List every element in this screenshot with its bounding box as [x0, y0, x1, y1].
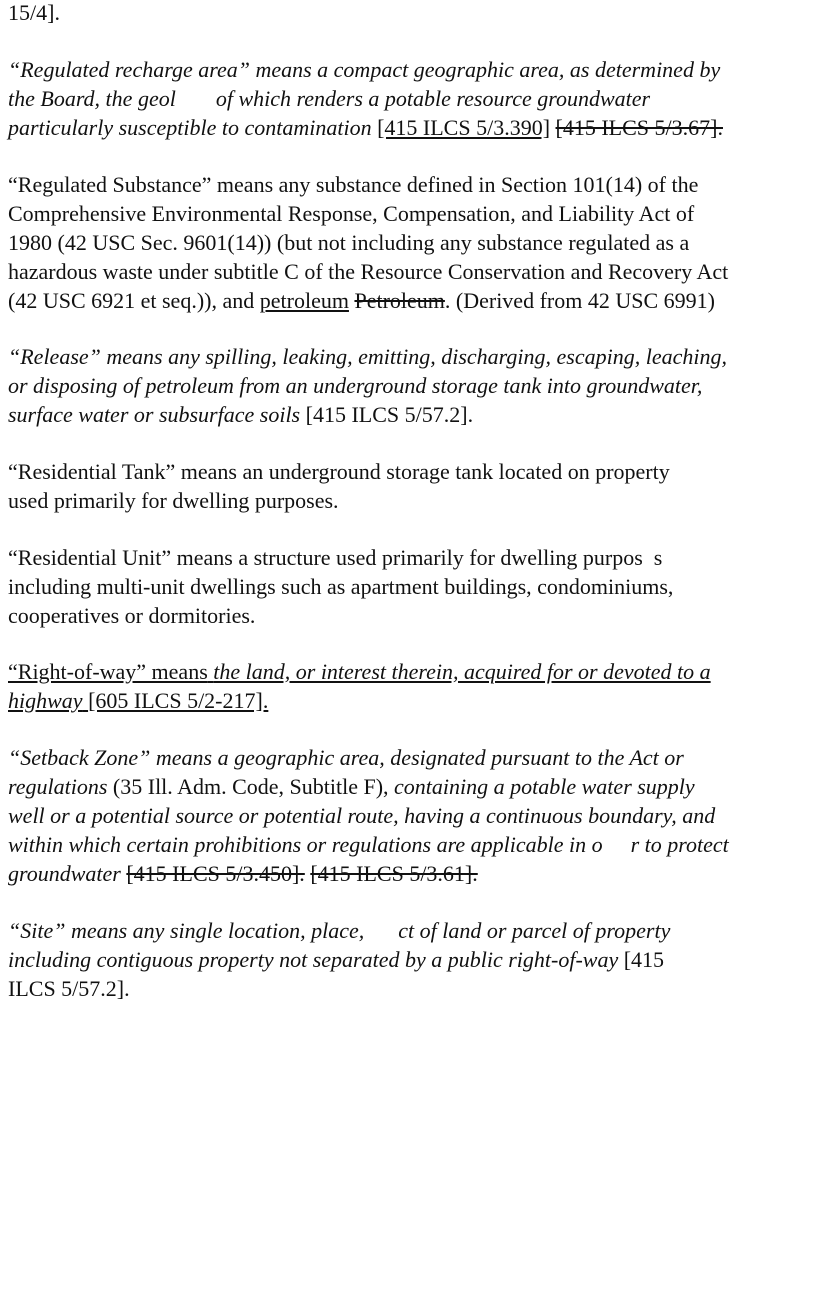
text-line [8, 945, 830, 974]
text-segment: including contiguous property not separated by a public right-of-way [8, 947, 619, 972]
inserted-word: petroleum [259, 288, 349, 313]
text-line: well or a potential source or potential route, having a continuous boundary, and [8, 803, 716, 828]
text-line: including multi-unit dwellings such as apartment buildings, condominiums, [8, 574, 674, 599]
text-line: ILCS 5/57.2]. [8, 976, 130, 1001]
text-line [8, 686, 830, 715]
top-fragment [8, 0, 830, 27]
text-line [8, 859, 830, 888]
definition-regulated-recharge-area [8, 55, 830, 142]
text-line [8, 657, 830, 686]
definition-residential-unit [8, 543, 830, 630]
deleted-citation: [415 ILCS 5/3.61]. [310, 861, 478, 886]
deleted-citation: [415 ILCS 5/3.450]. [126, 861, 305, 886]
text-segment: containing a potable water supply [394, 774, 695, 799]
text-line [8, 830, 830, 859]
text-line: Comprehensive Environmental Response, Compensation, and Liability Act of [8, 201, 695, 226]
text-line [8, 286, 830, 315]
text-line: “Release” means any spilling, leaking, emitting, discharging, escaping, leaching, [8, 344, 727, 369]
text-segment: “Site” means any single location, place, [8, 918, 365, 943]
text-segment: ct of land or parcel of property [398, 918, 671, 943]
text-line: used primarily for dwelling purposes. [8, 488, 339, 513]
text-line: 1980 (42 USC Sec. 9601(14)) (but not including any substance regulated as a [8, 230, 690, 255]
definition-site [8, 916, 830, 1003]
text-line: or disposing of petroleum from an underground storage tank into groundwater, [8, 373, 703, 398]
text-line: hazardous waste under subtitle C of the Resource Conservation and Recovery Act [8, 259, 729, 284]
definition-right-of-way [8, 657, 830, 715]
text-line [8, 84, 830, 113]
text-segment: r to protect [630, 832, 729, 857]
text-line: 15/4]. [8, 0, 60, 25]
text-segment: the land, or interest therein, acquired for or devoted to a [213, 659, 711, 684]
text-line: “Residential Unit” means a structure used primarily for dwelling purpos s [8, 545, 663, 570]
text-segment: regulations [8, 774, 108, 799]
text-segment: highway [8, 688, 83, 713]
text-segment: (35 Ill. Adm. Code, Subtitle F), [112, 774, 389, 799]
definition-residential-tank [8, 457, 830, 515]
text-segment: . (Derived from 42 USC 6991) [444, 288, 715, 313]
definition-setback-zone [8, 743, 830, 888]
deleted-citation: [415 ILCS 5/3.67]. [555, 115, 723, 140]
deleted-word: Petroleum [354, 288, 445, 313]
citation: [415 [623, 947, 665, 972]
text-segment: groundwater [8, 861, 121, 886]
text-segment: the Board, the geol [8, 86, 176, 111]
text-segment: particularly susceptible to contamination [8, 115, 372, 140]
text-line: “Regulated Substance” means any substance defined in Section 101(14) of the [8, 172, 699, 197]
text-line: “Regulated recharge area” means a compact geographic area, as determined by [8, 57, 721, 82]
text-line: cooperatives or dormitories. [8, 603, 256, 628]
text-segment: within which certain prohibitions or regulations are applicable in o [8, 832, 603, 857]
text-segment: surface water or subsurface soils [8, 402, 301, 427]
text-line [8, 772, 830, 801]
text-line: “Setback Zone” means a geographic area, designated pursuant to the Act or [8, 745, 684, 770]
text-line [8, 400, 830, 429]
text-line [8, 113, 830, 142]
text-segment: (42 USC 6921 et seq.)), and [8, 288, 255, 313]
text-line [8, 916, 830, 945]
definition-release [8, 342, 830, 429]
citation: [415 ILCS 5/57.2]. [305, 402, 474, 427]
definition-regulated-substance [8, 170, 830, 315]
citation: [605 ILCS 5/2-217]. [88, 688, 269, 713]
text-line: “Residential Tank” means an underground storage tank located on property [8, 459, 670, 484]
inserted-citation: [415 ILCS 5/3.390] [377, 115, 551, 140]
text-segment: “Right-of-way” means [8, 659, 208, 684]
text-segment: of which renders a potable resource groundwater [215, 86, 651, 111]
